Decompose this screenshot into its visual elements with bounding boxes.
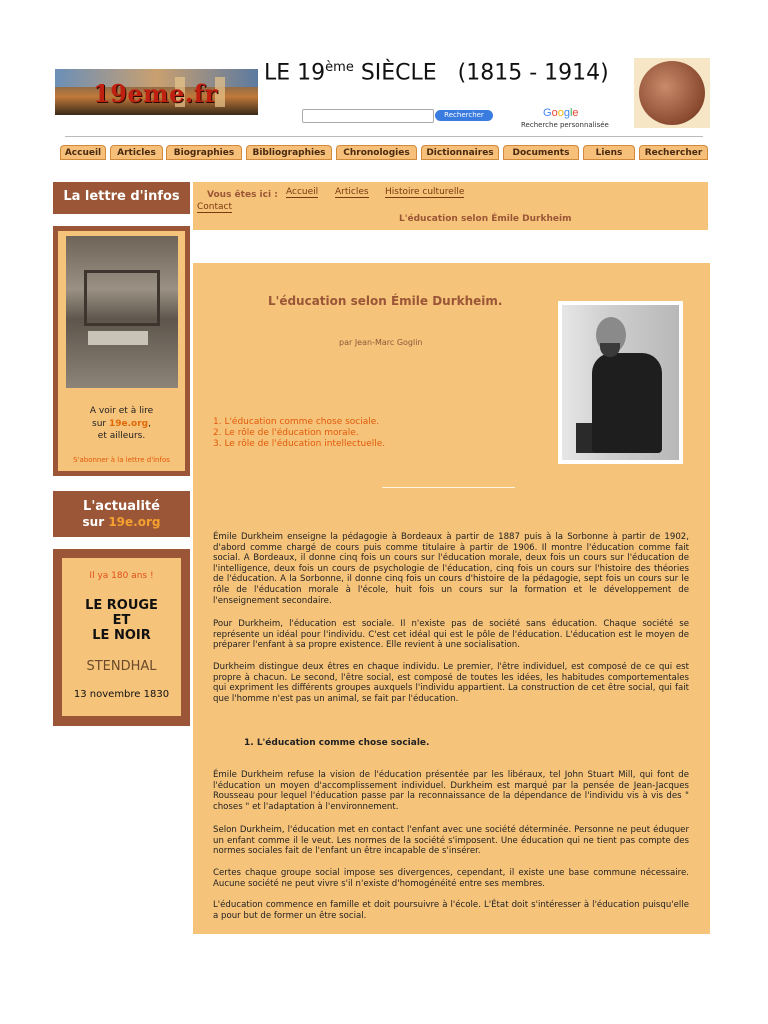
paragraph: Émile Durkheim refuse la vision de l'éducation présentée par les libéraux, tel John Stuart Mill, qui font de l'éducation un moyen d'accomplissement individuel. Durkheim est marqué par la pensée de Jean-Jacques Rousseau pour lequel l'éducation passe par la reconnaissance de la dépendance de l'individu vis à vis des " choses " et l'adaptation à l'environnement. [213, 770, 689, 812]
google-search-caption: Recherche personnalisée [521, 121, 609, 129]
book-title-line-1: LE ROUGE [85, 598, 158, 613]
book-title-line-2: ET [112, 613, 131, 628]
nav-liens[interactable]: Liens [583, 145, 635, 160]
nav-accueil[interactable]: Accueil [60, 145, 106, 160]
toc-item-1[interactable]: 1. L'éducation comme chose sociale. [213, 417, 380, 427]
coin-image [639, 61, 705, 125]
breadcrumb-contact[interactable]: Contact [197, 202, 233, 212]
nav-articles[interactable]: Articles [110, 145, 163, 160]
nav-rechercher[interactable]: Rechercher [639, 145, 708, 160]
actualite-title[interactable]: L'actualité [83, 499, 160, 514]
book-title-line-3: LE NOIR [92, 628, 151, 643]
paragraph: Selon Durkheim, l'éducation met en contact l'enfant avec une société déterminée. Personne ne peut éduquer un enfant comme il le veut. Les normes de la société s'imposent. Une éducation qui ne tient pas compte des normes sociales fait de l'enfant un être incapable de s'insérer. [213, 825, 689, 857]
toc-item-2[interactable]: 2. Le rôle de l'éducation morale. [213, 428, 359, 438]
content-divider [382, 487, 515, 488]
nav-documents[interactable]: Documents [503, 145, 579, 160]
search-input[interactable] [302, 109, 434, 123]
section-heading: 1. L'éducation comme chose sociale. [244, 738, 430, 748]
breadcrumb-label: Vous êtes ici : [207, 190, 278, 200]
toc-item-3[interactable]: 3. Le rôle de l'éducation intellectuelle. [213, 439, 386, 449]
anniversary-label: Il ya 180 ans ! [89, 571, 154, 581]
nav-chronologies[interactable]: Chronologies [336, 145, 417, 160]
paragraph: Pour Durkheim, l'éducation est sociale. Il n'existe pas de société sans éducation. Chaque société se représente un idéal pour l'individu. C'est cet idéal qui est le pôle de l'éducation. L'éducation est le moyen de préparer l'enfant à sa propre existence. Elle revient à une socialisation. [213, 619, 689, 651]
actualite-banner[interactable] [53, 491, 190, 537]
breadcrumb-current: L'éducation selon Émile Durkheim [399, 214, 572, 224]
avoir-line-2: sur 19e.org, [92, 419, 151, 429]
article-author: par Jean-Marc Goglin [339, 338, 423, 347]
header-divider [65, 136, 703, 137]
avoir-link[interactable]: 19e.org [108, 419, 149, 429]
book-author: STENDHAL [86, 659, 157, 674]
paragraph: Durkheim distingue deux êtres en chaque individu. Le premier, l'être individuel, est composé de ce qui est propre à chacun. Le second, l'être social, est composé de toutes les idées, les habitudes comportementales qui expriment les différents groupes auxquels l'individu appartient. La construction de cet être social, qui fait que l'homme n'est pas un animal, se fait par l'éducation. [213, 662, 689, 704]
avoir-line-3: et ailleurs. [97, 431, 146, 441]
article-title: L'éducation selon Émile Durkheim. [268, 294, 503, 308]
logo-text: 19eme.fr [93, 79, 218, 108]
search-button[interactable]: Rechercher [435, 110, 493, 121]
room-photo[interactable] [66, 236, 178, 388]
paragraph: Certes chaque groupe social impose ses divergences, cependant, il existe une base commune nécessaire. Aucune société ne peut vivre s'il n'existe d'homogénéité entre ses membres. [213, 868, 689, 889]
book-date: 13 novembre 1830 [73, 689, 170, 700]
paragraph: Émile Durkheim enseigne la pédagogie à Bordeaux à partir de 1887 puis à la Sorbonne à partir de 1902, d'abord comme chargé de cours puis comme titulaire à partir de 1906. Il montre l'éducation comme fait social. A Bordeaux, il donne cinq fois un cours sur l'éducation morale, deux fois un cours sur l'éducation de l'intelligence, deux fois un cours de psychologie de l'éducation, cinq fois un cours sur l'histoire des théories de l'éducation. A la Sorbonne, il donne cinq fois un cours d'histoire de la pédagogie, sept fois un cours sur le rôle de l'éducation morale à l'école, huit fois un cours sur la formation et le développement de l'enseignement secondaire. [213, 532, 689, 606]
nav-biographies[interactable]: Biographies [166, 145, 242, 160]
google-logo: Google [543, 107, 579, 119]
durkheim-portrait [558, 301, 683, 464]
nav-bibliographies[interactable]: Bibliographies [246, 145, 332, 160]
site-logo[interactable] [55, 69, 258, 115]
subscribe-link[interactable]: S'abonner à la lettre d'infos [73, 456, 170, 464]
paragraph: L'éducation commence en famille et doit poursuivre à l'école. L'État doit s'intéresser à l'éducation puisqu'elle a pour but de former un être social. [213, 900, 689, 921]
actualite-subtitle[interactable]: sur 19e.org [82, 515, 161, 529]
site-title: LE 19ème SIÈCLE (1815 - 1914) [264, 60, 609, 86]
breadcrumb-articles[interactable]: Articles [335, 187, 369, 197]
breadcrumb-histoire-culturelle[interactable]: Histoire culturelle [385, 187, 465, 197]
avoir-line-1: A voir et à lire [89, 406, 154, 416]
newsletter-title[interactable]: La lettre d'infos [63, 189, 180, 204]
main-nav [60, 145, 708, 160]
nav-dictionnaires[interactable]: Dictionnaires [421, 145, 499, 160]
breadcrumb-accueil[interactable]: Accueil [286, 187, 319, 197]
